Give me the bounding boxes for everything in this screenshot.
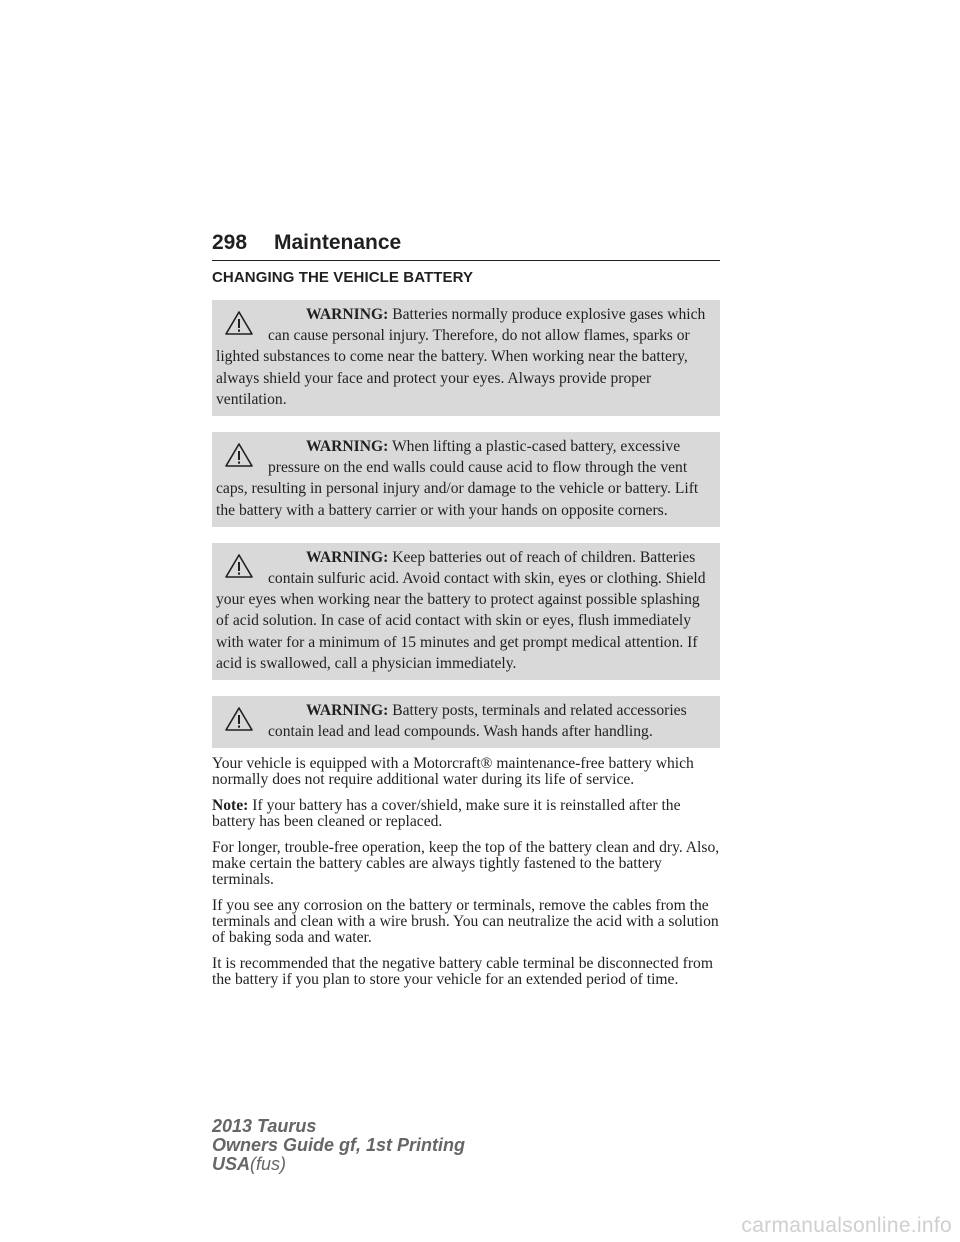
- section-name: Maintenance: [274, 231, 402, 254]
- watermark: carmanualsonline.info: [741, 1214, 952, 1237]
- page-content: [212, 268, 720, 998]
- warning-box: [212, 543, 720, 680]
- body-paragraph: If you see any corrosion on the battery or terminals, remove the cables from the terminals and clean with a wire brush. You can neutralize the acid with a solution of baking soda and water.: [212, 897, 719, 947]
- footer-model: 2013 Taurus: [212, 1116, 317, 1136]
- footer-region: [212, 1155, 465, 1174]
- warning-text: Battery posts, terminals and related accessories contain lead and lead compounds. Wash hands after handling.: [268, 702, 687, 741]
- warning-label: WARNING:: [306, 702, 389, 720]
- document-footer: [212, 1117, 465, 1174]
- warning-triangle-icon: [224, 553, 254, 579]
- note-paragraph: [212, 798, 720, 830]
- note-label: Note:: [212, 797, 249, 815]
- warning-triangle-icon: [224, 706, 254, 732]
- warning-triangle-icon: [224, 310, 254, 336]
- note-text: If your battery has a cover/shield, make sure it is reinstalled after the battery has been cleaned or replaced.: [212, 797, 681, 831]
- section-title: CHANGING THE VEHICLE BATTERY: [212, 269, 474, 286]
- body-paragraph: Your vehicle is equipped with a Motorcraft® maintenance-free battery which normally does not require additional water during its life of service.: [212, 755, 694, 789]
- warning-text: Keep batteries out of reach of children. Batteries contain sulfuric acid. Avoid contact with skin, eyes or clothing. Shield your eyes when working near the battery to protect against possible splashing of acid solution. In case of acid contact with skin or eyes, flush immediately with water for a minimum of 15 minutes and get prompt medical attention. If acid is swallowed, call a physician immediately.: [216, 548, 706, 672]
- warning-box: [212, 300, 720, 416]
- page-header: [212, 229, 720, 261]
- warning-label: WARNING:: [306, 438, 389, 456]
- warning-triangle-icon: [224, 442, 254, 468]
- body-paragraph: It is recommended that the negative battery cable terminal be disconnected from the battery if you plan to store your vehicle for an extended period of time.: [212, 955, 713, 989]
- footer-edition: Owners Guide gf, 1st Printing: [212, 1135, 466, 1155]
- page-number: 298: [212, 231, 248, 254]
- footer-region-code: (fus): [250, 1154, 287, 1174]
- warning-text: When lifting a plastic-cased battery, excessive pressure on the end walls could cause acid to flow through the vent caps, resulting in personal injury and/or damage to the vehicle or battery. Lift the battery with a battery carrier or with your hands on opposite corners.: [216, 438, 699, 519]
- warning-box: [212, 432, 720, 527]
- footer-region-name: USA: [212, 1154, 251, 1174]
- warning-label: WARNING:: [306, 548, 389, 566]
- warning-box: [212, 696, 720, 748]
- warning-text: Batteries normally produce explosive gases which can cause personal injury. Therefore, do not allow flames, sparks or lighted substances to come near the battery. When working near the battery, always shield your face and protect your eyes. Always provide proper ventilation.: [216, 306, 706, 408]
- warning-label: WARNING:: [306, 306, 389, 323]
- body-paragraph: For longer, trouble-free operation, keep the top of the battery clean and dry. Also, make certain the battery cables are always tightly fastened to the battery terminals.: [212, 839, 720, 889]
